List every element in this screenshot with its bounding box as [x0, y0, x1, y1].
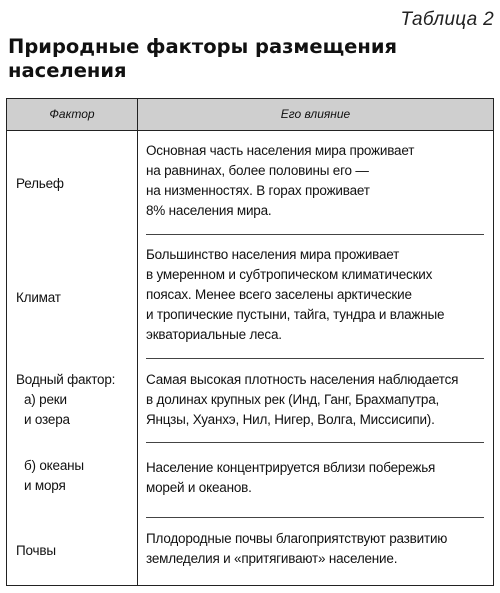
title-line: населения — [8, 59, 127, 82]
row-separator — [146, 358, 484, 359]
row-separator — [146, 517, 484, 518]
factor-line: Почвы — [16, 543, 56, 558]
effect-cell-climate — [146, 245, 444, 345]
effect-line: в долинах крупных рек (Инд, Ганг, Брахмапутра, — [146, 392, 440, 407]
effect-line: Основная часть населения мира проживает — [146, 143, 415, 158]
factor-line: и озера — [24, 412, 70, 427]
effect-line: экваториальные леса. — [146, 327, 282, 342]
effect-line: на равнинах, более половины его — — [146, 163, 369, 178]
factor-line: Рельеф — [16, 176, 64, 191]
table-header — [7, 99, 493, 131]
title-line: Природные факторы размещения — [8, 35, 398, 58]
factor-cell-water-rivers — [16, 370, 115, 430]
effect-line: земледелия и «притягивают» население. — [146, 551, 398, 566]
factor-line: и моря — [24, 478, 66, 493]
row-separator — [146, 234, 484, 235]
effect-line: Самая высокая плотность населения наблюдается — [146, 372, 459, 387]
factor-cell-relief — [16, 174, 64, 194]
column-header-effect: Его влияние — [280, 107, 351, 121]
effect-cell-water-oceans — [146, 458, 435, 498]
effect-line: Плодородные почвы благоприятствуют развитию — [146, 531, 448, 546]
effect-cell-soils — [146, 529, 447, 569]
effect-cell-relief — [146, 141, 414, 221]
page-title — [8, 35, 478, 83]
factor-cell-water-oceans — [16, 456, 84, 496]
column-divider — [137, 99, 138, 585]
effect-cell-water-rivers — [146, 370, 458, 430]
data-table — [6, 98, 494, 586]
factor-line: а) реки — [24, 392, 67, 407]
factor-line: б) океаны — [24, 458, 84, 473]
effect-line: Большинство населения мира проживает — [146, 247, 400, 262]
factor-line: Водный фактор: — [16, 372, 116, 387]
column-header-factor: Фактор — [49, 107, 95, 121]
factor-line: Климат — [16, 290, 61, 305]
effect-line: и тропические пустыни, тайга, тундра и влажные — [146, 307, 445, 322]
effect-line: 8% населения мира. — [146, 203, 272, 218]
effect-line: Янцзы, Хуанхэ, Нил, Нигер, Волга, Миссисипи). — [146, 412, 435, 427]
effect-line: на низменностях. В горах проживает — [146, 183, 370, 198]
effect-line: поясах. Менее всего заселены арктические — [146, 287, 412, 302]
effect-line: в умеренном и субтропическом климатических — [146, 267, 433, 282]
effect-line: морей и океанов. — [146, 480, 252, 495]
row-separator — [146, 442, 484, 443]
factor-cell-soils — [16, 541, 56, 561]
factor-cell-climate — [16, 288, 61, 308]
table-number: Таблица 2 — [400, 9, 494, 30]
effect-line: Население концентрируется вблизи побережья — [146, 460, 436, 475]
